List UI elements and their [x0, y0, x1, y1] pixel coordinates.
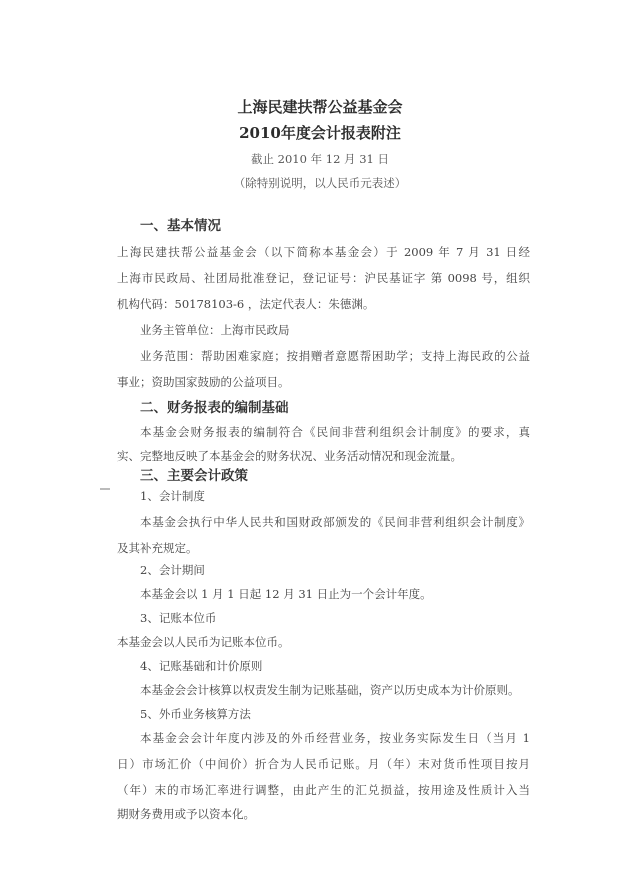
scan-mark	[100, 488, 110, 490]
paragraph-line: 机构代码：50178103-6 ，法定代表人：朱德渊。	[117, 297, 375, 311]
date-line: 截止 2010 年 12 月 31 日	[251, 152, 389, 166]
paragraph-line: 本基金会会计年度内涉及的外币经营业务，按业务实际发生日（当月 1	[140, 731, 530, 745]
paragraph-line: 事业；资助国家鼓励的公益项目。	[117, 375, 290, 389]
section-heading-accounting-policies: 三、主要会计政策	[140, 468, 248, 484]
paragraph-line: 期财务费用或予以资本化。	[117, 807, 255, 821]
subsection-title: 3、记账本位币	[140, 611, 217, 625]
subsection-title: 4、记账基础和计价原则	[140, 659, 263, 673]
paragraph-line: 实、完整地反映了本基金会的财务状况、业务活动情况和现金流量。	[117, 449, 462, 463]
currency-note: （除特别说明，以人民币元表述）	[233, 176, 407, 190]
document-subtitle: 2010年度会计报表附注	[239, 124, 401, 142]
paragraph-line: 本基金会以 1 月 1 日起 12 月 31 日止为一个会计年度。	[140, 587, 432, 601]
paragraph-line: 业务主管单位：上海市民政局	[140, 323, 290, 337]
subsection-title: 5、外币业务核算方法	[140, 707, 251, 721]
subsection-title: 2、会计期间	[140, 563, 205, 577]
paragraph-line: 及其补充规定。	[117, 541, 198, 555]
paragraph-line: 日）市场汇价（中间价）折合为人民币记账。月（年）末对货币性项目按月	[117, 757, 530, 771]
paragraph-line: （年）末的市场汇率进行调整，由此产生的汇兑损益，按用途及性质计入当	[117, 783, 530, 797]
paragraph-line: 上海市民政局、社团局批准登记，登记证号：沪民基证字 第 0098 号，组织	[117, 271, 530, 285]
paragraph-line: 本基金会会计核算以权责发生制为记账基础，资产以历史成本为计价原则。	[140, 683, 520, 697]
subsection-title: 1、会计制度	[140, 489, 205, 503]
paragraph-line: 上海民建扶帮公益基金会（以下简称本基金会）于 2009 年 7 月 31 日经	[117, 245, 530, 259]
section-heading-reporting-basis: 二、财务报表的编制基础	[140, 400, 289, 416]
paragraph-line: 本基金会以人民币为记账本位币。	[117, 635, 290, 649]
paragraph-line: 本基金会执行中华人民共和国财政部颁发的《民间非营利组织会计制度》	[140, 515, 530, 529]
paragraph-line: 本基金会财务报表的编制符合《民间非营利组织会计制度》的要求，真	[140, 425, 530, 439]
paragraph-line: 业务范围：帮助困难家庭；按捐赠者意愿帮困助学；支持上海民政的公益	[140, 349, 530, 363]
document-title: 上海民建扶帮公益基金会	[237, 98, 403, 116]
section-heading-basic-info: 一、基本情况	[140, 218, 221, 234]
